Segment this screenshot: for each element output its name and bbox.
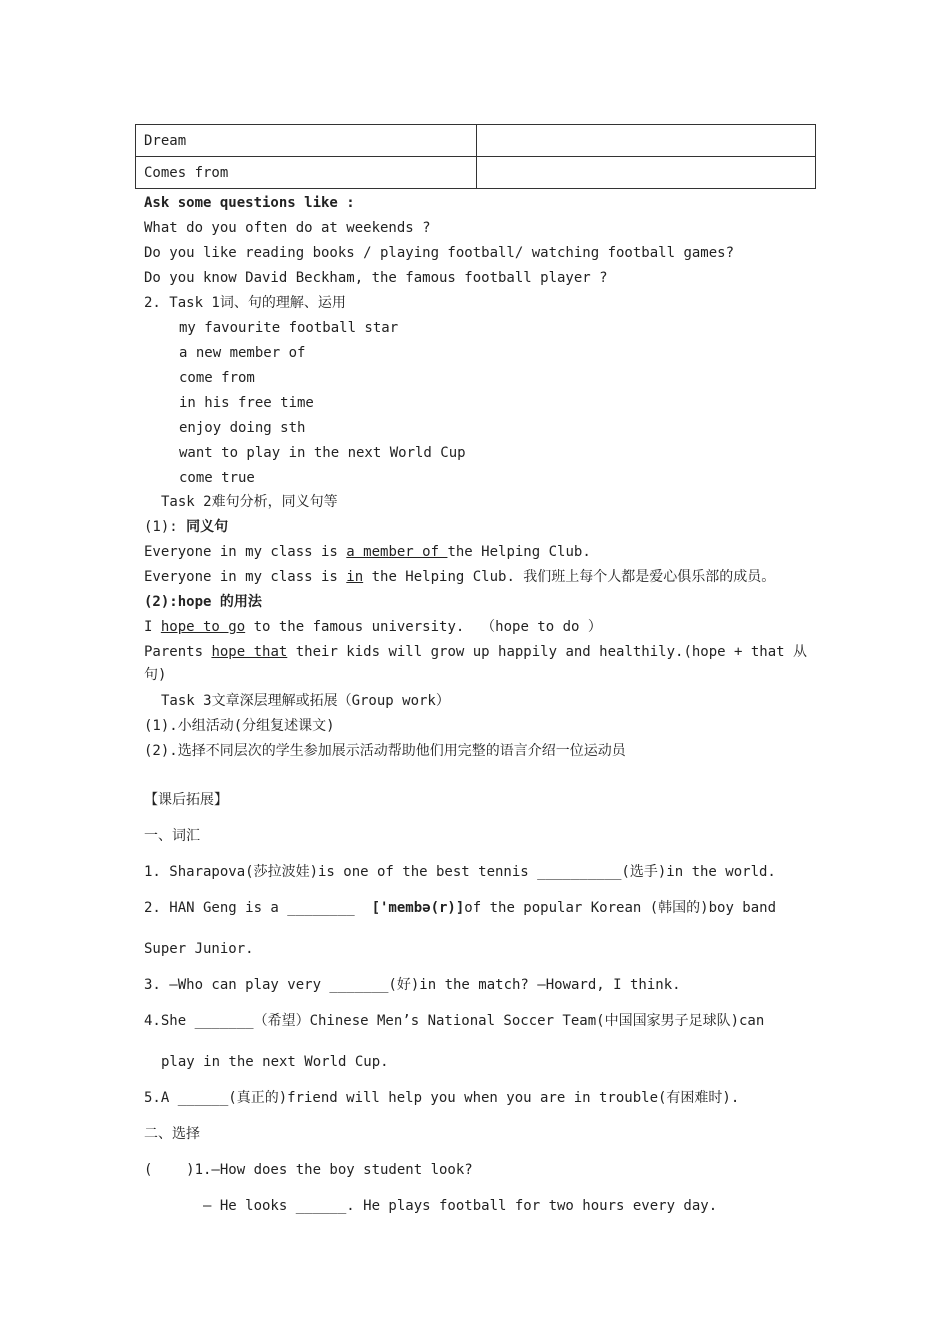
extension-heading: 【课后拓展】	[144, 792, 228, 808]
underlined-phrase: in	[346, 569, 364, 585]
sentence-text: the Helping Club.	[447, 544, 591, 560]
choice-heading: 二、选择	[144, 1126, 200, 1142]
phrase-item: want to play in the next World Cup	[179, 445, 466, 461]
synonym-sentence-2	[144, 568, 775, 586]
question-1: What do you often do at weekends ?	[144, 220, 431, 236]
synonym-label	[144, 518, 228, 536]
question-3: Do you know David Beckham, the famous football player ?	[144, 270, 608, 286]
hope-sentence-2-cont: 句)	[144, 667, 167, 683]
ask-heading: Ask some questions like :	[144, 195, 355, 211]
underlined-phrase: hope that	[211, 644, 288, 660]
phrase-item: a new member of	[179, 345, 306, 361]
sentence-text: their kids will grow up happily and healthily.(hope + that 从	[287, 644, 808, 660]
sentence-text: Everyone in my class is	[144, 544, 347, 560]
table-cell-label: Comes from	[136, 157, 477, 189]
table-cell-label: Dream	[136, 125, 477, 157]
hope-sentence-2	[144, 643, 807, 661]
vocab-item-2	[144, 899, 776, 917]
table-cell-value	[477, 157, 816, 189]
vocab-item-4-cont: play in the next World Cup.	[161, 1054, 389, 1070]
vocab-item-3: 3. —Who can play very _______(好)in the match? —Howard, I think.	[144, 977, 681, 993]
hope-usage-label: (2):hope 的用法	[144, 594, 262, 610]
sentence-text: Everyone in my class is	[144, 569, 347, 585]
vocab-heading: 一、词汇	[144, 828, 200, 844]
choice-item-1-answer: — He looks ______. He plays football for two hours every day.	[203, 1198, 718, 1214]
task3-item-1: (1).小组活动(分组复述课文)	[144, 718, 335, 734]
phrase-item: come true	[179, 470, 255, 486]
phrase-item: in his free time	[179, 395, 314, 411]
synonym-sentence-1	[144, 543, 591, 561]
phonetic: ['membə(r)]	[371, 900, 465, 916]
choice-item-1: ( )1.—How does the boy student look?	[144, 1162, 473, 1178]
vocab-item-5: 5.A ______(真正的)friend will help you when you are in trouble(有困难时).	[144, 1090, 740, 1106]
synonym-label-text: 同义句	[186, 519, 229, 535]
synonym-label-num: (1):	[144, 519, 187, 535]
phrase-item: enjoy doing sth	[179, 420, 306, 436]
table-row	[136, 125, 816, 157]
task3-heading: Task 3文章深层理解或拓展（Group work）	[161, 693, 450, 709]
sentence-text: Parents	[144, 644, 212, 660]
vocab-item-2-cont: Super Junior.	[144, 941, 254, 957]
underlined-phrase: a member of	[346, 544, 448, 560]
phrase-item: come from	[179, 370, 255, 386]
task1-heading: 2. Task 1词、句的理解、运用	[144, 295, 346, 311]
sentence-text: 2. HAN Geng is a ________	[144, 900, 372, 916]
table-cell-value	[477, 125, 816, 157]
vocab-item-4: 4.She _______（希望）Chinese Men’s National Soccer Team(中国国家男子足球队)can	[144, 1013, 765, 1029]
info-table	[135, 124, 816, 189]
phrase-item: my favourite football star	[179, 320, 399, 336]
task2-heading: Task 2难句分析，同义句等	[161, 494, 338, 510]
task3-item-2: (2).选择不同层次的学生参加展示活动帮助他们用完整的语言介绍一位运动员	[144, 743, 626, 759]
sentence-text: the Helping Club. 我们班上每个人都是爱心俱乐部的成员。	[363, 569, 776, 585]
underlined-phrase: hope to go	[160, 619, 246, 635]
table-row	[136, 157, 816, 189]
vocab-item-1: 1. Sharapova(莎拉波娃)is one of the best tennis __________(选手)in the world.	[144, 864, 776, 880]
sentence-text: of the popular Korean (韩国的)boy band	[464, 900, 777, 916]
hope-sentence-1	[144, 618, 602, 636]
sentence-text: to the famous university. （hope to do ）	[245, 619, 602, 635]
question-2: Do you like reading books / playing football/ watching football games?	[144, 245, 735, 261]
sentence-text: I	[144, 619, 161, 635]
